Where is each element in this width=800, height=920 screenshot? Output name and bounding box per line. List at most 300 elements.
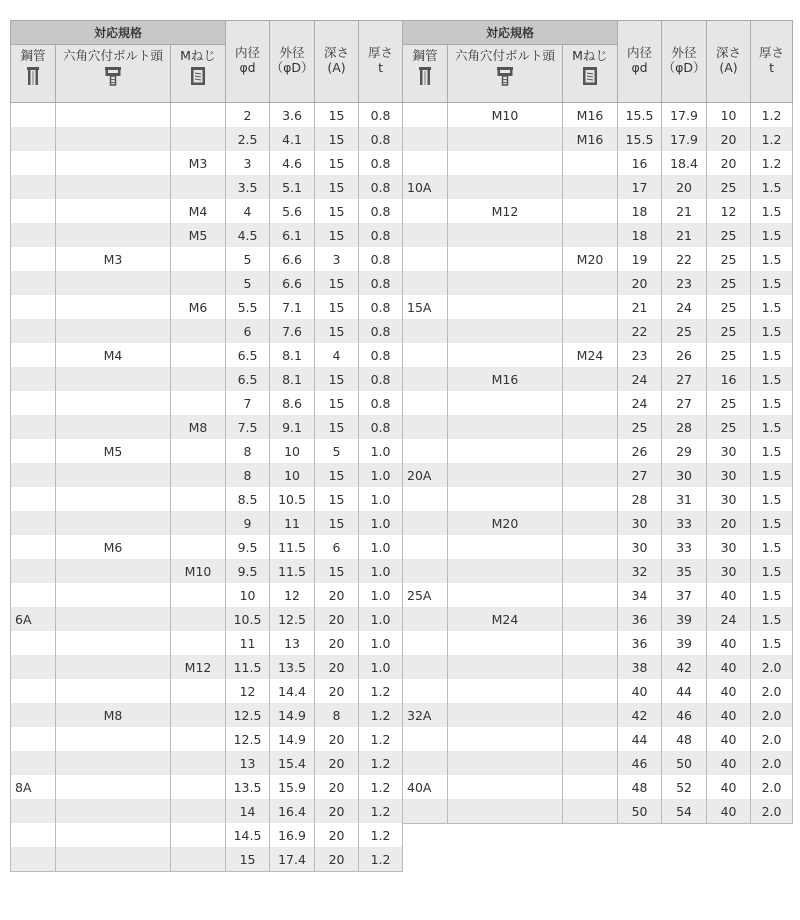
cell-m-thread	[563, 703, 618, 727]
cell-steel-pipe	[11, 391, 56, 415]
cell-thickness: 0.8	[359, 415, 403, 439]
cell-inner-diameter: 44	[618, 727, 662, 751]
cell-steel-pipe	[11, 199, 56, 223]
cell-inner-diameter: 6.5	[226, 343, 270, 367]
cell-m-thread: M16	[563, 127, 618, 151]
cell-inner-diameter: 7	[226, 391, 270, 415]
cell-steel-pipe	[403, 487, 448, 511]
cell-steel-pipe	[403, 679, 448, 703]
table-row	[11, 727, 403, 751]
cell-steel-pipe	[11, 823, 56, 847]
cell-thickness: 1.5	[751, 607, 793, 631]
table-row	[403, 391, 793, 415]
cell-thickness: 1.2	[359, 703, 403, 727]
cell-steel-pipe	[11, 727, 56, 751]
cell-thickness: 2.0	[751, 703, 793, 727]
cell-m-thread	[563, 559, 618, 583]
cell-steel-pipe	[11, 559, 56, 583]
cell-thickness: 1.0	[359, 631, 403, 655]
table-row	[403, 151, 793, 175]
cell-depth: 40	[707, 727, 751, 751]
cell-depth: 40	[707, 751, 751, 775]
table-row	[403, 703, 793, 727]
cell-steel-pipe	[403, 751, 448, 775]
cell-thickness: 1.2	[359, 679, 403, 703]
cell-thickness: 2.0	[751, 751, 793, 775]
cell-outer-diameter: 11.5	[270, 559, 315, 583]
cell-m-thread	[171, 631, 226, 655]
cell-steel-pipe	[11, 535, 56, 559]
cell-thickness: 1.2	[359, 847, 403, 872]
cell-m-thread: M8	[171, 415, 226, 439]
cell-hex-socket-bolt	[56, 295, 171, 319]
cell-steel-pipe: 8A	[11, 775, 56, 799]
table-row	[11, 775, 403, 799]
cell-hex-socket-bolt	[56, 415, 171, 439]
cell-thickness: 2.0	[751, 679, 793, 703]
cell-steel-pipe: 20A	[403, 463, 448, 487]
cell-depth: 40	[707, 631, 751, 655]
cell-inner-diameter: 3	[226, 151, 270, 175]
cell-depth: 40	[707, 583, 751, 607]
cell-steel-pipe	[11, 319, 56, 343]
cell-hex-socket-bolt	[448, 799, 563, 824]
cell-outer-diameter: 4.1	[270, 127, 315, 151]
cell-outer-diameter: 14.9	[270, 703, 315, 727]
cell-steel-pipe	[11, 439, 56, 463]
cell-m-thread	[563, 799, 618, 824]
cell-m-thread	[563, 535, 618, 559]
cell-depth: 15	[315, 127, 359, 151]
cell-hex-socket-bolt	[448, 247, 563, 271]
cell-m-thread	[171, 823, 226, 847]
cell-m-thread	[171, 175, 226, 199]
cell-m-thread	[171, 367, 226, 391]
cell-outer-diameter: 24	[662, 295, 707, 319]
table-row	[403, 367, 793, 391]
table-row	[11, 295, 403, 319]
cell-thickness: 0.8	[359, 127, 403, 151]
spec-rows-right	[403, 103, 793, 824]
cell-outer-diameter: 8.1	[270, 367, 315, 391]
cell-m-thread	[171, 247, 226, 271]
table-row	[403, 415, 793, 439]
cell-hex-socket-bolt	[56, 127, 171, 151]
table-row	[11, 511, 403, 535]
table-row	[11, 223, 403, 247]
cell-hex-socket-bolt	[448, 751, 563, 775]
cell-steel-pipe	[403, 103, 448, 128]
cell-inner-diameter: 18	[618, 199, 662, 223]
cell-thickness: 1.5	[751, 391, 793, 415]
cell-steel-pipe	[11, 751, 56, 775]
cell-inner-diameter: 5	[226, 247, 270, 271]
cell-outer-diameter: 17.9	[662, 103, 707, 128]
cell-inner-diameter: 32	[618, 559, 662, 583]
cell-steel-pipe	[11, 655, 56, 679]
cell-steel-pipe	[11, 487, 56, 511]
cell-inner-diameter: 12.5	[226, 727, 270, 751]
cell-m-thread	[563, 487, 618, 511]
cell-depth: 16	[707, 367, 751, 391]
cell-hex-socket-bolt	[56, 199, 171, 223]
cell-steel-pipe: 40A	[403, 775, 448, 799]
cell-depth: 4	[315, 343, 359, 367]
table-row	[403, 631, 793, 655]
cell-depth: 30	[707, 439, 751, 463]
cell-hex-socket-bolt	[448, 127, 563, 151]
cell-steel-pipe	[403, 247, 448, 271]
cell-hex-socket-bolt	[448, 775, 563, 799]
cell-hex-socket-bolt	[448, 559, 563, 583]
col-header-hex-socket-bolt: 六角穴付ボルト頭	[448, 45, 563, 103]
cell-m-thread	[563, 775, 618, 799]
cell-thickness: 1.5	[751, 487, 793, 511]
table-row	[403, 175, 793, 199]
cell-depth: 40	[707, 655, 751, 679]
table-row	[11, 271, 403, 295]
table-row	[403, 439, 793, 463]
cell-thickness: 2.0	[751, 655, 793, 679]
table-row	[11, 127, 403, 151]
cell-outer-diameter: 5.1	[270, 175, 315, 199]
cell-inner-diameter: 5.5	[226, 295, 270, 319]
cell-thickness: 1.5	[751, 463, 793, 487]
table-row	[11, 751, 403, 775]
cell-thickness: 0.8	[359, 295, 403, 319]
cell-depth: 12	[707, 199, 751, 223]
cell-steel-pipe	[403, 607, 448, 631]
cell-hex-socket-bolt	[448, 727, 563, 751]
cell-depth: 30	[707, 487, 751, 511]
cell-steel-pipe	[11, 343, 56, 367]
cell-inner-diameter: 10.5	[226, 607, 270, 631]
cell-outer-diameter: 15.9	[270, 775, 315, 799]
cell-m-thread: M24	[563, 343, 618, 367]
cell-inner-diameter: 10	[226, 583, 270, 607]
threaded-hole-icon	[190, 66, 206, 86]
cell-thickness: 1.0	[359, 607, 403, 631]
cell-hex-socket-bolt: M4	[56, 343, 171, 367]
cell-m-thread	[171, 487, 226, 511]
cell-depth: 15	[315, 103, 359, 128]
cell-steel-pipe	[403, 151, 448, 175]
cell-m-thread	[563, 223, 618, 247]
cell-steel-pipe	[403, 391, 448, 415]
table-row	[11, 151, 403, 175]
cell-m-thread	[563, 631, 618, 655]
col-header-steel-pipe: 鋼管	[11, 45, 56, 103]
table-row	[403, 727, 793, 751]
table-row	[403, 223, 793, 247]
cell-m-thread	[171, 727, 226, 751]
table-row	[403, 295, 793, 319]
cell-thickness: 1.5	[751, 199, 793, 223]
cell-thickness: 1.2	[359, 775, 403, 799]
cell-m-thread	[563, 655, 618, 679]
cell-thickness: 1.5	[751, 631, 793, 655]
cell-hex-socket-bolt	[56, 151, 171, 175]
cell-hex-socket-bolt	[448, 703, 563, 727]
cell-thickness: 0.8	[359, 199, 403, 223]
cell-outer-diameter: 44	[662, 679, 707, 703]
cell-depth: 15	[315, 199, 359, 223]
cell-outer-diameter: 6.1	[270, 223, 315, 247]
cell-thickness: 1.0	[359, 655, 403, 679]
cell-hex-socket-bolt	[448, 535, 563, 559]
cell-hex-socket-bolt	[56, 607, 171, 631]
cell-steel-pipe	[11, 415, 56, 439]
cell-depth: 20	[315, 583, 359, 607]
table-row	[11, 823, 403, 847]
cell-outer-diameter: 12	[270, 583, 315, 607]
cell-inner-diameter: 8	[226, 463, 270, 487]
cell-thickness: 0.8	[359, 247, 403, 271]
cell-depth: 40	[707, 703, 751, 727]
cell-steel-pipe	[403, 655, 448, 679]
table-row	[403, 199, 793, 223]
table-row	[403, 559, 793, 583]
cell-m-thread	[171, 607, 226, 631]
cell-steel-pipe	[11, 223, 56, 247]
cell-inner-diameter: 7.5	[226, 415, 270, 439]
cell-inner-diameter: 4.5	[226, 223, 270, 247]
cell-inner-diameter: 19	[618, 247, 662, 271]
cell-outer-diameter: 31	[662, 487, 707, 511]
cell-m-thread	[171, 703, 226, 727]
cell-depth: 15	[315, 271, 359, 295]
cell-hex-socket-bolt: M6	[56, 535, 171, 559]
cell-thickness: 0.8	[359, 103, 403, 128]
cell-thickness: 1.5	[751, 319, 793, 343]
cell-depth: 20	[315, 607, 359, 631]
cell-thickness: 1.5	[751, 295, 793, 319]
cell-outer-diameter: 27	[662, 367, 707, 391]
cell-m-thread	[171, 535, 226, 559]
cell-thickness: 0.8	[359, 151, 403, 175]
cell-hex-socket-bolt	[448, 463, 563, 487]
cell-depth: 15	[315, 391, 359, 415]
table-row	[11, 103, 403, 128]
cell-m-thread	[563, 439, 618, 463]
table-row	[11, 367, 403, 391]
table-row	[11, 439, 403, 463]
table-row	[403, 511, 793, 535]
table-row	[403, 535, 793, 559]
cell-outer-diameter: 39	[662, 607, 707, 631]
cell-m-thread: M10	[171, 559, 226, 583]
cell-m-thread	[171, 463, 226, 487]
table-row	[11, 631, 403, 655]
cell-depth: 15	[315, 511, 359, 535]
cell-thickness: 1.5	[751, 535, 793, 559]
cell-hex-socket-bolt: M3	[56, 247, 171, 271]
cell-steel-pipe	[11, 247, 56, 271]
cell-outer-diameter: 5.6	[270, 199, 315, 223]
spec-table-left	[10, 20, 403, 872]
cell-inner-diameter: 11	[226, 631, 270, 655]
table-row	[403, 103, 793, 128]
cell-inner-diameter: 2	[226, 103, 270, 128]
cell-inner-diameter: 26	[618, 439, 662, 463]
cell-m-thread	[171, 127, 226, 151]
cell-m-thread	[563, 151, 618, 175]
cell-outer-diameter: 13.5	[270, 655, 315, 679]
table-row	[11, 703, 403, 727]
table-row	[403, 799, 793, 824]
cell-inner-diameter: 4	[226, 199, 270, 223]
cell-m-thread	[563, 391, 618, 415]
cell-inner-diameter: 13.5	[226, 775, 270, 799]
table-row	[11, 199, 403, 223]
cell-hex-socket-bolt: M8	[56, 703, 171, 727]
cell-inner-diameter: 13	[226, 751, 270, 775]
cell-outer-diameter: 48	[662, 727, 707, 751]
cell-inner-diameter: 15.5	[618, 127, 662, 151]
cell-outer-diameter: 26	[662, 343, 707, 367]
cell-thickness: 1.5	[751, 247, 793, 271]
cell-thickness: 0.8	[359, 343, 403, 367]
table-row	[11, 799, 403, 823]
steel-pipe-icon	[26, 66, 40, 86]
cell-hex-socket-bolt: M16	[448, 367, 563, 391]
cell-inner-diameter: 15	[226, 847, 270, 872]
cell-hex-socket-bolt	[448, 631, 563, 655]
cell-depth: 25	[707, 271, 751, 295]
cell-outer-diameter: 6.6	[270, 247, 315, 271]
cell-outer-diameter: 17.9	[662, 127, 707, 151]
cell-m-thread	[563, 607, 618, 631]
cell-inner-diameter: 16	[618, 151, 662, 175]
table-row	[11, 343, 403, 367]
cell-outer-diameter: 6.6	[270, 271, 315, 295]
cell-outer-diameter: 11	[270, 511, 315, 535]
cell-outer-diameter: 4.6	[270, 151, 315, 175]
cell-inner-diameter: 24	[618, 367, 662, 391]
col-header-hex-socket-bolt: 六角穴付ボルト頭	[56, 45, 171, 103]
cell-inner-diameter: 24	[618, 391, 662, 415]
cell-hex-socket-bolt	[448, 415, 563, 439]
cell-outer-diameter: 33	[662, 511, 707, 535]
cell-outer-diameter: 15.4	[270, 751, 315, 775]
cell-outer-diameter: 54	[662, 799, 707, 824]
cell-depth: 20	[707, 511, 751, 535]
cell-m-thread	[563, 175, 618, 199]
cell-steel-pipe	[403, 559, 448, 583]
cell-m-thread	[171, 583, 226, 607]
cell-depth: 15	[315, 559, 359, 583]
cell-thickness: 1.0	[359, 511, 403, 535]
cell-hex-socket-bolt	[56, 583, 171, 607]
cell-thickness: 0.8	[359, 175, 403, 199]
cell-outer-diameter: 20	[662, 175, 707, 199]
table-row	[403, 487, 793, 511]
col-header-thickness: 厚さ t	[751, 21, 793, 103]
cell-inner-diameter: 25	[618, 415, 662, 439]
cell-hex-socket-bolt	[448, 391, 563, 415]
table-row	[403, 655, 793, 679]
cell-steel-pipe	[403, 271, 448, 295]
steel-pipe-icon	[418, 66, 432, 86]
cell-steel-pipe	[11, 583, 56, 607]
cell-depth: 25	[707, 391, 751, 415]
cell-depth: 3	[315, 247, 359, 271]
cell-steel-pipe	[403, 367, 448, 391]
cell-outer-diameter: 16.9	[270, 823, 315, 847]
cell-m-thread: M12	[171, 655, 226, 679]
cell-outer-diameter: 27	[662, 391, 707, 415]
cell-depth: 15	[315, 223, 359, 247]
cell-outer-diameter: 39	[662, 631, 707, 655]
cell-hex-socket-bolt: M5	[56, 439, 171, 463]
cell-thickness: 0.8	[359, 391, 403, 415]
cell-m-thread	[171, 511, 226, 535]
cell-thickness: 2.0	[751, 799, 793, 824]
cell-hex-socket-bolt	[56, 511, 171, 535]
cell-inner-diameter: 28	[618, 487, 662, 511]
cell-hex-socket-bolt	[56, 103, 171, 128]
cell-hex-socket-bolt	[448, 223, 563, 247]
cell-depth: 15	[315, 319, 359, 343]
table-row	[403, 463, 793, 487]
cell-thickness: 1.5	[751, 175, 793, 199]
cell-hex-socket-bolt	[448, 319, 563, 343]
cell-m-thread	[563, 679, 618, 703]
cell-outer-diameter: 21	[662, 199, 707, 223]
cell-steel-pipe	[11, 631, 56, 655]
table-row	[11, 487, 403, 511]
cell-thickness: 1.0	[359, 583, 403, 607]
cell-outer-diameter: 16.4	[270, 799, 315, 823]
cell-thickness: 2.0	[751, 727, 793, 751]
cell-depth: 20	[315, 631, 359, 655]
cell-outer-diameter: 9.1	[270, 415, 315, 439]
cell-depth: 15	[315, 487, 359, 511]
cell-steel-pipe: 6A	[11, 607, 56, 631]
cell-hex-socket-bolt	[448, 295, 563, 319]
cell-thickness: 1.2	[751, 151, 793, 175]
cell-inner-diameter: 12	[226, 679, 270, 703]
cell-outer-diameter: 10.5	[270, 487, 315, 511]
cell-m-thread	[563, 727, 618, 751]
col-header-inner-diameter: 内径 φd	[618, 21, 662, 103]
cell-outer-diameter: 23	[662, 271, 707, 295]
cell-depth: 20	[315, 655, 359, 679]
cell-depth: 5	[315, 439, 359, 463]
cell-outer-diameter: 10	[270, 463, 315, 487]
cell-hex-socket-bolt: M12	[448, 199, 563, 223]
cell-thickness: 0.8	[359, 223, 403, 247]
cell-thickness: 0.8	[359, 271, 403, 295]
cell-hex-socket-bolt: M24	[448, 607, 563, 631]
cell-depth: 24	[707, 607, 751, 631]
cell-depth: 20	[707, 127, 751, 151]
cell-thickness: 1.5	[751, 343, 793, 367]
cell-m-thread: M16	[563, 103, 618, 128]
cell-hex-socket-bolt	[56, 823, 171, 847]
cell-depth: 25	[707, 247, 751, 271]
cell-outer-diameter: 28	[662, 415, 707, 439]
cell-hex-socket-bolt	[448, 439, 563, 463]
cell-hex-socket-bolt	[56, 223, 171, 247]
cell-inner-diameter: 8	[226, 439, 270, 463]
cell-inner-diameter: 36	[618, 631, 662, 655]
cell-steel-pipe	[11, 367, 56, 391]
table-row	[11, 583, 403, 607]
cell-steel-pipe	[11, 679, 56, 703]
cell-hex-socket-bolt	[448, 583, 563, 607]
table-row	[403, 607, 793, 631]
